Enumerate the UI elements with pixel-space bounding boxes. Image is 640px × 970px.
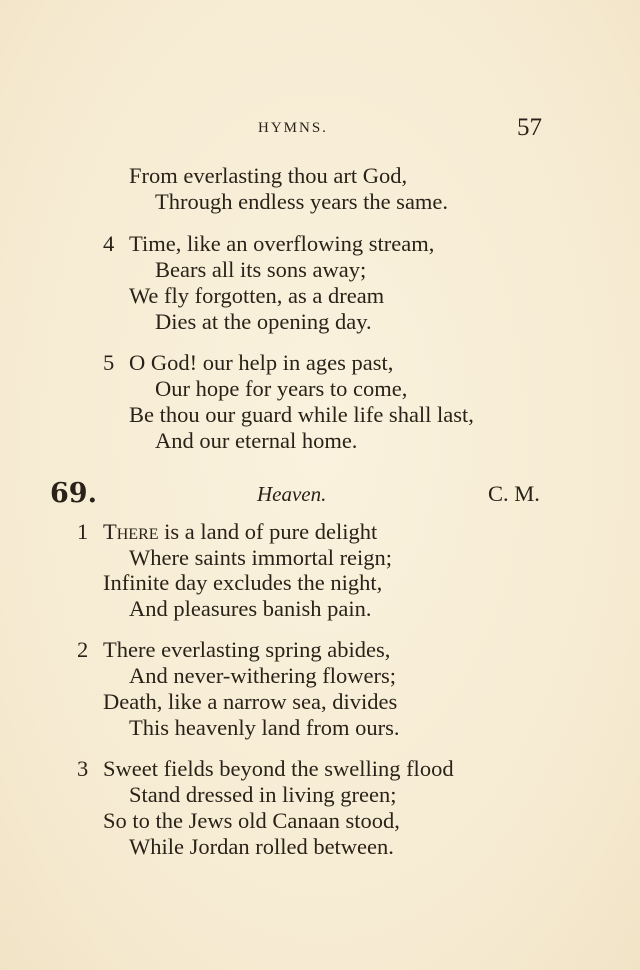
verse-line: Sweet fields beyond the swelling flood: [103, 756, 454, 781]
verse-line: Our hope for years to come,: [155, 376, 408, 401]
verse-line: There everlasting spring abides,: [103, 637, 391, 662]
verse-number: 1: [77, 519, 89, 544]
running-title: HYMNS.: [258, 120, 328, 136]
verse-number: 5: [103, 350, 115, 375]
drop-word: There: [103, 519, 159, 544]
verse-line: And our eternal home.: [155, 428, 358, 453]
verse-line: Bears all its sons away;: [155, 257, 367, 282]
verse-line: Be thou our guard while life shall last,: [129, 402, 474, 427]
verse-line: And never-withering flowers;: [129, 663, 396, 688]
verse-line: Stand dressed in living green;: [129, 782, 397, 807]
verse-line: O God! our help in ages past,: [129, 350, 394, 375]
verse-line-rest: is a land of pure delight: [158, 519, 378, 544]
verse-line: [103, 519, 377, 545]
verse-number: 4: [103, 231, 115, 256]
page-number: 57: [517, 114, 542, 141]
verse-line: From everlasting thou art God,: [129, 163, 408, 188]
verse-line: While Jordan rolled between.: [129, 834, 394, 859]
verse-line: Through endless years the same.: [155, 189, 449, 214]
hymn-title: Heaven.: [257, 482, 327, 506]
verse-line: Where saints immortal reign;: [129, 545, 393, 570]
hymn-number: 69.: [50, 478, 97, 509]
verse-line: Dies at the opening day.: [155, 309, 372, 334]
verse-line: So to the Jews old Canaan stood,: [103, 808, 400, 833]
hymn-meter: C. M.: [488, 481, 540, 506]
verse-line: We fly forgotten, as a dream: [129, 283, 385, 308]
running-head: [0, 114, 640, 144]
verse-number: 3: [77, 756, 89, 781]
verse-number: 2: [77, 637, 89, 662]
verse-line: This heavenly land from ours.: [129, 715, 400, 740]
verse-line: Time, like an overflowing stream,: [129, 231, 435, 256]
verse-line: Infinite day excludes the night,: [103, 570, 383, 595]
verse-line: And pleasures banish pain.: [129, 596, 372, 621]
verse-line: Death, like a narrow sea, divides: [103, 689, 398, 714]
